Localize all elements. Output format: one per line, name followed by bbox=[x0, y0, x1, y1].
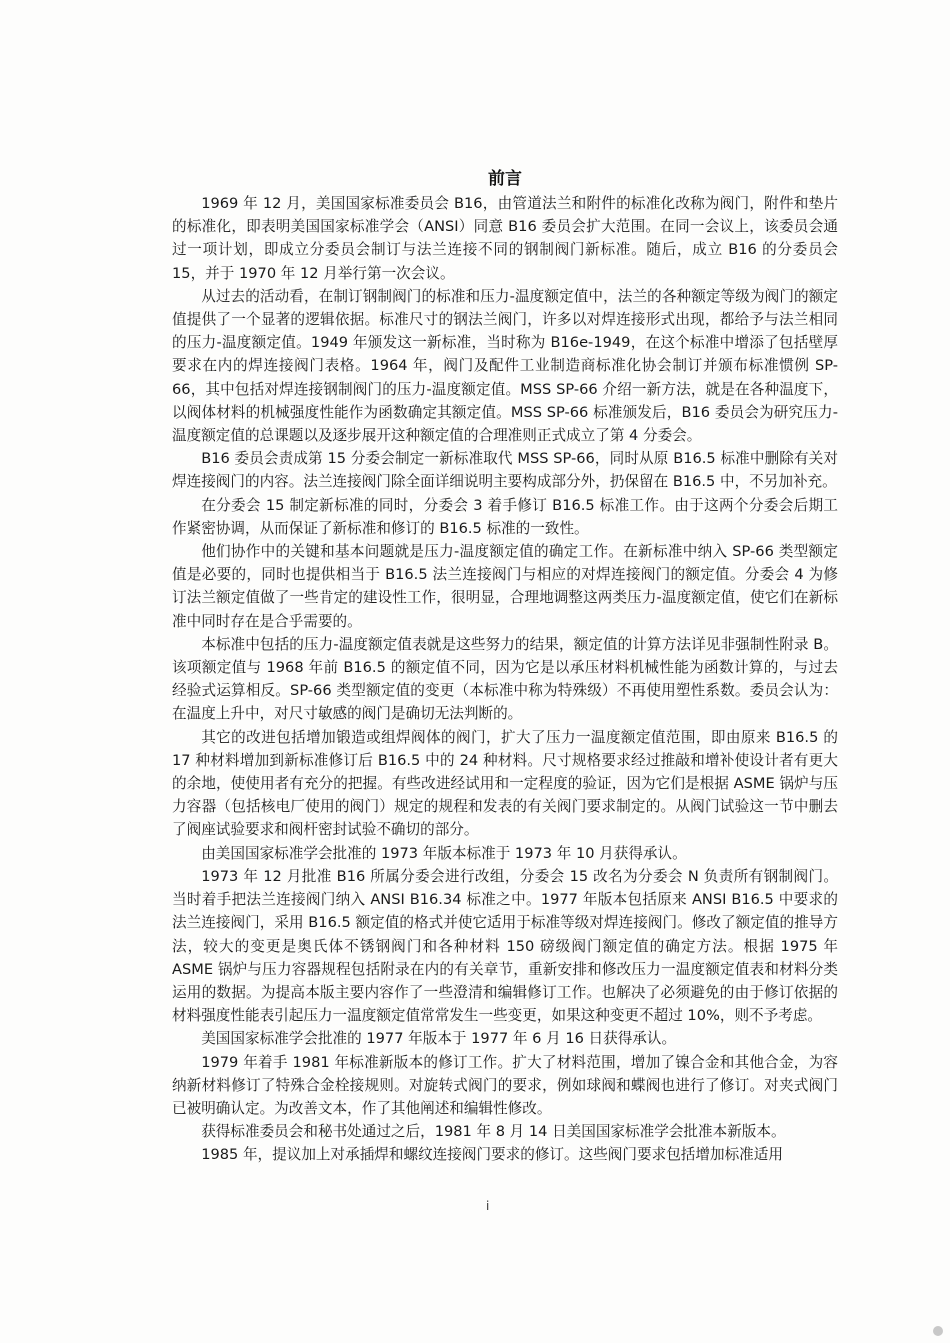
paragraph: 获得标准委员会和秘书处通过之后，1981 年 8 月 14 日美国国家标准学会批准本新版本。 bbox=[201, 1123, 786, 1141]
paragraph: B16 委员会责成第 15 分委会制定一新标准取代 MSS SP-66，同时从原 B16.5 标准中删除有关对焊连接阀门的内容。法兰连接阀门除全面详细说明主要构成部分外，扔保留在 B16.5 中，不另加补充。 bbox=[172, 450, 838, 491]
document-body bbox=[172, 166, 838, 1167]
paragraph: 1973 年 12 月批准 B16 所属分委会进行改组，分委会 15 改名为分委会 N 负责所有钢制阀门。当时着手把法兰连接阀门纳入 ANSI B16.34 标准之中。1977 年版本包括原来 ANSI B16.5 中要求的法兰连接阀门，采用 B16.5 额定值的格式并使它适用于标准等级对焊连接阀门。修改了额定值的推导方法，较大的变更是奥氏体不锈钢阀门和各种材料 150 磅级阀门额定值的确定方法。根据 1975 年 ASME 锅炉与压力容器规程包括附录在内的有关章节，重新安排和修改压力一温度额定值表和材料分类运用的数据。为提高本版主要内容作了一些澄清和编辑修订工作。也解决了必须避免的由于修订依据的材料强度性能表引起压力一温度额定值常常发生一些变更，如果这种变更不超过 10%，则不予考虑。 bbox=[172, 867, 838, 1025]
paragraph: 1979 年着手 1981 年标准新版本的修订工作。扩大了材料范围，增加了镍合金和其他合金，为容纳新材料修订了特殊合金栓接规则。对旋转式阀门的要求，例如球阀和蝶阀也进行了修订。对夹式阀门已被明确认定。为改善文本，作了其他阐述和编辑性修改。 bbox=[172, 1053, 838, 1117]
paragraph: 本标准中包括的压力-温度额定值表就是这些努力的结果，额定值的计算方法详见非强制性附录 B。该项额定值与 1968 年前 B16.5 的额定值不同，因为它是以承压材料机械性能为函数计算的，与过去经验式运算相反。SP-66 类型额定值的变更（本标准中称为特殊级）不再使用塑性系数。委员会认为：在温度上升中，对尺寸敏感的阀门是确切无法判断的。 bbox=[172, 635, 838, 723]
scan-corner-mark bbox=[933, 1326, 943, 1336]
paragraph: 美国国家标准学会批准的 1977 年版本于 1977 年 6 月 16 日获得承认。 bbox=[201, 1030, 677, 1048]
paragraph: 从过去的活动看，在制订钢制阀门的标准和压力-温度额定值中，法兰的各种额定等级为阀门的额定值提供了一个显著的逻辑依据。标准尺寸的钢法兰阀门，许多以对焊连接形式出现，都给予与法兰相同的压力-温度额定值。1949 年颁发这一新标准，当时称为 B16e-1949，在这个标准中增添了包括壁厚要求在内的焊连接阀门表格。1964 年，阀门及配件工业制造商标准化协会制订并颁布标准惯例 SP-66，其中包括对焊连接钢制阀门的压力-温度额定值。MSS SP-66 介绍一新方法，就是在各种温度下，以阀体材料的机械强度性能作为函数确定其额定值。MSS SP-66 标准颁发后，B16 委员会为研究压力-温度额定值的总课题以及逐步展开这种额定值的合理准则正式成立了第 4 分委会。 bbox=[172, 287, 838, 445]
paragraph: 其它的改进包括增加锻造或组焊阀体的阀门，扩大了压力一温度额定值范围，即由原来 B16.5 的 17 种材料增加到新标准修订后 B16.5 中的 24 种材料。尺寸规格要求经过推敲和增补使设计者有更大的余地，使使用者有充分的把握。有些改进经试用和一定程度的验证，因为它们是根据 ASME 锅炉与压力容器（包括核电厂使用的阀门）规定的规程和发表的有关阀门要求制定的。从阀门试验这一节中删去了阀座试验要求和阀杆密封试验不确切的部分。 bbox=[172, 728, 838, 839]
page-number: i bbox=[486, 1199, 490, 1213]
page-title: 前言 bbox=[488, 169, 522, 189]
paragraph: 由美国国家标准学会批准的 1973 年版本标准于 1973 年 10 月获得承认。 bbox=[201, 844, 687, 862]
paragraph: 1969 年 12 月，美国国家标准委员会 B16，由管道法兰和附件的标准化改称为阀门，附件和垫片的标准化，即表明美国国家标准学会（ANSI）同意 B16 委员会扩大范围。在同一会议上，该委员会通过一项计划，即成立分委员会制订与法兰连接不同的钢制阀门新标准。随后，成立 B16 的分委员会 15，并于 1970 年 12 月举行第一次会议。 bbox=[172, 195, 838, 282]
paragraph: 在分委会 15 制定新标准的同时，分委会 3 着手修订 B16.5 标准工作。由于这两个分委会后期工作紧密协调，从而保证了新标准和修订的 B16.5 标准的一致性。 bbox=[172, 496, 838, 537]
paragraph: 1985 年，提议加上对承插焊和螺纹连接阀门要求的修订。这些阀门要求包括增加标准适用 bbox=[201, 1146, 783, 1164]
paragraph: 他们协作中的关键和基本问题就是压力-温度额定值的确定工作。在新标准中纳入 SP-66 类型额定值是必要的，同时也提供相当于 B16.5 法兰连接阀门与相应的对焊连接阀门的额定值。分委会 4 为修订法兰额定值做了一些肯定的建设性工作，很明显，合理地调整这两类压力-温度额定值，使它们在新标准中同时存在是合乎需要的。 bbox=[172, 543, 838, 630]
